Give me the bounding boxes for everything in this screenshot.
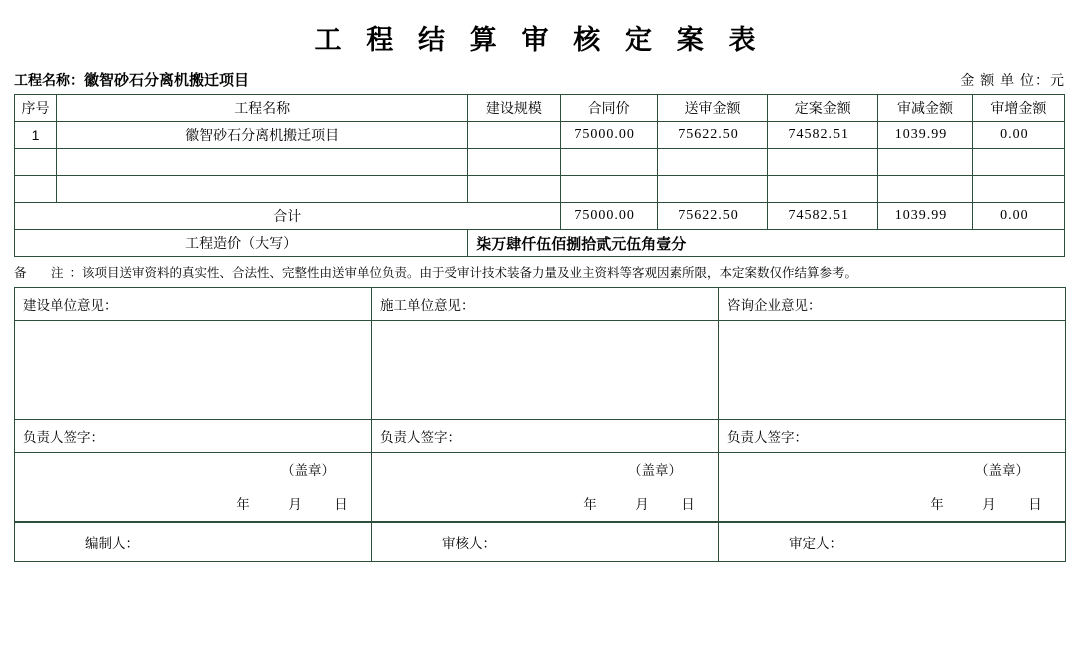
total-increased: 0.00: [972, 203, 1064, 230]
opinion-body-owner[interactable]: [15, 321, 372, 420]
cell-name: 徽智砂石分离机搬迁项目: [57, 122, 468, 149]
signature-label-consultant: 负责人签字：: [719, 420, 1066, 453]
date-year-owner: 年: [236, 497, 250, 512]
capital-amount-label: 工程造价（大写）: [15, 230, 468, 257]
date-day-consultant: 日: [1028, 497, 1042, 512]
cell-no: [15, 176, 57, 203]
approver-label: 审定人：: [719, 523, 1066, 562]
header-cell-approved: 定案金额: [768, 95, 878, 122]
opinion-body-row: [15, 321, 1066, 420]
cell-submitted: [657, 176, 767, 203]
table-total-row: [15, 203, 1065, 230]
seal-label-contractor: （盖章）: [372, 453, 719, 488]
opinion-seal-row: [15, 453, 1066, 488]
footer-row: [15, 523, 1066, 562]
seal-label-owner: （盖章）: [15, 453, 372, 488]
opinion-body-consultant[interactable]: [719, 321, 1066, 420]
note-label: 备 注: [14, 266, 70, 280]
header-cell-increased: 审增金额: [972, 95, 1064, 122]
total-label: 合计: [15, 203, 561, 230]
cell-reduced: [878, 149, 972, 176]
amount-unit-label: 金 额 单 位：元: [960, 72, 1065, 88]
date-month-owner: 月: [288, 497, 302, 512]
cell-contract: [560, 149, 657, 176]
header-cell-contract: 合同价: [560, 95, 657, 122]
date-line-owner: [15, 487, 372, 522]
date-line-consultant: [719, 487, 1066, 522]
table-header-row: [15, 95, 1065, 122]
opinions-table: [14, 287, 1066, 321]
project-name-value: 徽智砂石分离机搬迁项目: [84, 72, 250, 89]
signature-label-contractor: 负责人签字：: [372, 420, 719, 453]
date-year-contractor: 年: [583, 497, 597, 512]
note-text: ：该项目送审资料的真实性、合法性、完整性由送审单位负责。由于受审计技术装备力量及业主资料等客观因素所限，本定案数仅作结算参考。: [69, 266, 858, 280]
footer-table: [14, 522, 1066, 562]
date-month-consultant: 月: [982, 497, 996, 512]
compiler-label: 编制人：: [15, 523, 372, 562]
cell-no: [15, 149, 57, 176]
capital-amount-value: 柒万肆仟伍佰捌拾贰元伍角壹分: [468, 230, 1065, 257]
opinion-title-row: [15, 288, 1066, 321]
header-cell-no: 序号: [15, 95, 57, 122]
meta-row: [0, 69, 1079, 94]
table-row: [15, 122, 1065, 149]
note-line: [14, 263, 1065, 283]
total-submitted: 75622.50: [657, 203, 767, 230]
settlement-table: [14, 94, 1065, 257]
cell-scale: [468, 149, 560, 176]
cell-no: 1: [15, 122, 57, 149]
cell-submitted: [657, 149, 767, 176]
opinion-title-owner: 建设单位意见：: [15, 288, 372, 321]
date-day-owner: 日: [334, 497, 348, 512]
cell-contract: [560, 176, 657, 203]
cell-approved: 74582.51: [768, 122, 878, 149]
total-reduced: 1039.99: [878, 203, 972, 230]
cell-scale: [468, 176, 560, 203]
cell-name: [57, 149, 468, 176]
header-cell-name: 工程名称: [57, 95, 468, 122]
header-cell-submitted: 送审金额: [657, 95, 767, 122]
date-day-contractor: 日: [681, 497, 695, 512]
cell-increased: 0.00: [972, 122, 1064, 149]
opinion-body-contractor[interactable]: [372, 321, 719, 420]
header-cell-scale: 建设规模: [468, 95, 560, 122]
opinion-title-consultant: 咨询企业意见：: [719, 288, 1066, 321]
cell-contract: 75000.00: [560, 122, 657, 149]
date-year-consultant: 年: [930, 497, 944, 512]
project-label: 工程名称：: [14, 72, 84, 88]
page-title: 工 程 结 算 审 核 定 案 表: [314, 25, 765, 55]
cell-approved: [768, 149, 878, 176]
opinions-body-table: [14, 321, 1066, 522]
cell-submitted: 75622.50: [657, 122, 767, 149]
cell-scale: [468, 122, 560, 149]
project-name-line: [14, 69, 249, 90]
header-cell-reduced: 审减金额: [878, 95, 972, 122]
cell-name: [57, 176, 468, 203]
cell-approved: [768, 176, 878, 203]
signature-label-owner: 负责人签字：: [15, 420, 372, 453]
cell-increased: [972, 176, 1064, 203]
reviewer-label: 审核人：: [372, 523, 719, 562]
opinion-signature-row: [15, 420, 1066, 453]
cell-reduced: [878, 176, 972, 203]
capital-amount-row: [15, 230, 1065, 257]
opinion-date-row: [15, 487, 1066, 522]
date-month-contractor: 月: [635, 497, 649, 512]
date-line-contractor: [372, 487, 719, 522]
table-row: [15, 149, 1065, 176]
table-row: [15, 176, 1065, 203]
cell-reduced: 1039.99: [878, 122, 972, 149]
opinion-title-contractor: 施工单位意见：: [372, 288, 719, 321]
total-contract: 75000.00: [560, 203, 657, 230]
total-approved: 74582.51: [768, 203, 878, 230]
cell-increased: [972, 149, 1064, 176]
seal-label-consultant: （盖章）: [719, 453, 1066, 488]
